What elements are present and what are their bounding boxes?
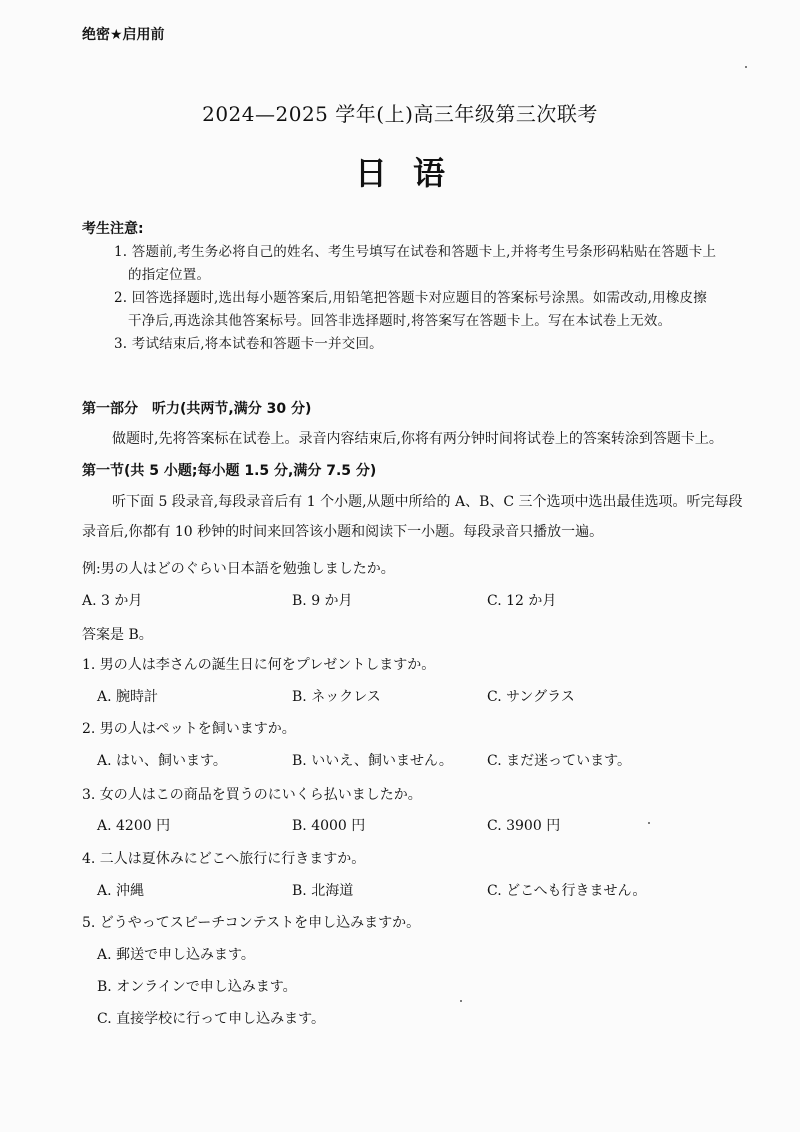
section1-instructions-line-2: 录音后,你都有 10 秒钟的时间来回答该小题和阅读下一小题。每段录音只播放一遍。 [82, 524, 604, 540]
question-1: 1. 男の人は李さんの誕生日に何をプレゼントしますか。 [82, 657, 436, 673]
question-4: 4. 二人は夏休みにどこへ旅行に行きますか。 [82, 851, 366, 867]
question-1-option-b: B. ネックレス [292, 689, 381, 705]
question-5: 5. どうやってスピーチコンテストを申し込みますか。 [82, 915, 421, 931]
notice-item-1-line-2: 的指定位置。 [128, 267, 211, 283]
example-answer: 答案是 B。 [82, 627, 153, 643]
question-3: 3. 女の人はこの商品を買うのにいくら払いましたか。 [82, 787, 422, 803]
question-2-option-c: C. まだ迷っています。 [487, 753, 631, 769]
exam-title: 2024—2025 学年(上)高三年级第三次联考 [202, 102, 598, 126]
question-5-option-b: B. オンラインで申し込みます。 [97, 979, 297, 995]
question-4-option-b: B. 北海道 [292, 883, 354, 899]
question-4-option-c: C. どこへも行きません。 [487, 883, 647, 899]
question-3-option-b: B. 4000 円 [292, 818, 366, 834]
section1-instructions-line-1: 听下面 5 段录音,每段录音后有 1 个小题,从题中所给的 A、B、C 三个选项中选出最佳选项。听完每段 [112, 494, 743, 510]
notice-heading: 考生注意: [82, 221, 144, 237]
part1-intro: 做题时,先将答案标在试卷上。录音内容结束后,你将有两分钟时间将试卷上的答案转涂到答题卡上。 [112, 431, 723, 447]
question-4-option-a: A. 沖縄 [97, 883, 145, 899]
question-2-option-a: A. はい、飼います。 [97, 753, 227, 769]
example-option-c: C. 12 か月 [487, 593, 557, 609]
question-2-option-b: B. いいえ、飼いません。 [292, 753, 453, 769]
question-2: 2. 男の人はペットを飼いますか。 [82, 721, 296, 737]
example-option-a: A. 3 か月 [82, 593, 143, 609]
notice-item-2-line-1: 2. 回答选择题时,选出每小题答案后,用铅笔把答题卡对应题目的答案标号涂黑。如需改动,用橡皮擦 [114, 290, 707, 306]
part1-heading: 第一部分 听力(共两节,满分 30 分) [82, 401, 312, 417]
question-3-option-c: C. 3900 円 [487, 818, 561, 834]
section1-heading: 第一节(共 5 小题;每小题 1.5 分,满分 7.5 分) [82, 463, 377, 479]
question-5-option-a: A. 郵送で申し込みます。 [97, 947, 255, 963]
scan-speck [648, 822, 650, 824]
question-5-option-c: C. 直接学校に行って申し込みます。 [97, 1011, 325, 1027]
scan-speck [460, 1000, 462, 1002]
notice-item-2-line-2: 干净后,再选涂其他答案标号。回答非选择题时,将答案写在答题卡上。写在本试卷上无效。 [128, 313, 672, 329]
question-1-option-a: A. 腕時計 [97, 689, 159, 705]
notice-item-3: 3. 考试结束后,将本试卷和答题卡一并交回。 [114, 336, 383, 352]
subject-title: 日语 [354, 154, 471, 192]
example-question: 例:男の人はどのぐらい日本語を勉強しましたか。 [82, 561, 395, 577]
example-option-b: B. 9 か月 [292, 593, 353, 609]
scan-speck [745, 66, 747, 68]
notice-item-1-line-1: 1. 答题前,考生务必将自己的姓名、考生号填写在试卷和答题卡上,并将考生号条形码粘贴在答题卡上 [114, 244, 717, 260]
confidential-label: 绝密★启用前 [82, 27, 165, 43]
question-3-option-a: A. 4200 円 [97, 818, 171, 834]
question-1-option-c: C. サングラス [487, 689, 575, 705]
